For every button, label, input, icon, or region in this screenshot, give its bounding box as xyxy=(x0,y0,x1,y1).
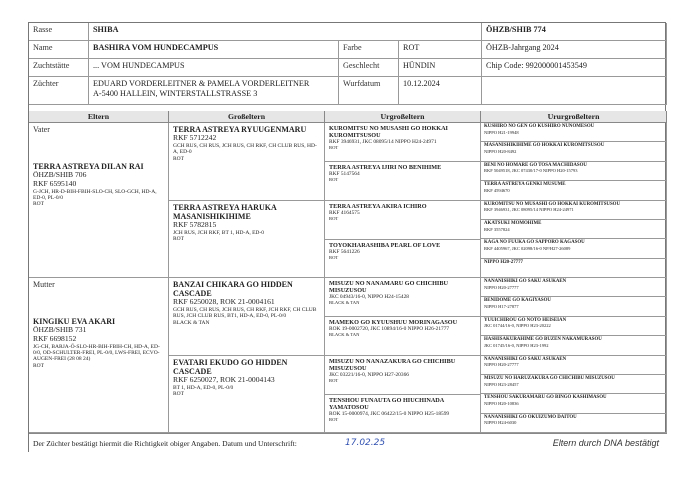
gggp-cell xyxy=(481,220,667,239)
grandparent-3 xyxy=(169,278,325,356)
grandparent-reg: RKF 5782815 xyxy=(173,220,217,230)
gggp-cell xyxy=(481,239,667,258)
farbe-value: ROT xyxy=(399,41,482,59)
grandparent-titles: GCH RUS, CH RUS, JCH RUS, CH RKF, JCH RKF, CH CLUB RUS, JCH CLUB RUS, BT1, HD-A, ED-0, PL-0/0 xyxy=(173,307,317,320)
wurfdatum-label: Wurfdatum xyxy=(339,77,399,105)
col-ururgrosseltern: Ururgroßeltern xyxy=(481,111,667,123)
gggp-reg: NIPPO H20-27777 xyxy=(484,362,519,368)
gggp-reg: JKC 01745/16-0, NIPPO H23-1992 xyxy=(484,342,549,348)
gggp-reg: NIPPO H20-10836 xyxy=(484,400,519,406)
ggp-name: TOYOKHARASHIBA PEARL OF LOVE xyxy=(329,242,441,249)
gggp-cell xyxy=(481,317,667,336)
ggp-reg: JKC 03221/16-0, NIPPO H27-20366 xyxy=(329,372,409,379)
rasse-value: SHIBA xyxy=(89,23,482,41)
ggp-color: ROT xyxy=(329,177,339,183)
footer-confirmation: Der Züchter bestätigt hiermit die Richtigkeit obiger Angaben. Datum und Unterschrift: xyxy=(29,433,667,453)
gggp-cell xyxy=(481,162,667,181)
grandparent-titles: GCH RUS, CH RUS, JCH RUS, CH RKF, CH CLUB RUS, HD-A, ED-0 xyxy=(173,142,317,156)
vater-reg1: ÖHZB/SHIB 706 xyxy=(33,170,87,180)
ggp-name: MISUZU NO NANAMARU GO CHICHIBU MISUZUSOU xyxy=(329,280,448,295)
zuechter-line1: EDUARD VORDERLEITNER & PAMELA VORDERLEITNER xyxy=(93,79,310,88)
grandparent-name: BANZAI CHIKARA GO HIDDEN CASCADE xyxy=(173,280,293,299)
mutter-name: KINGIKU EVA AKARI xyxy=(33,317,116,327)
zuchtstaette-value: ... VOM HUNDECAMPUS xyxy=(89,59,339,77)
gggp-name: YUUICHIROU GO NOTO HEISEIAN xyxy=(484,317,567,323)
gggp-cell xyxy=(481,414,667,433)
gggp-name: BENI NO HOMARE GO TOSA MACHIDASOU xyxy=(484,162,587,168)
gggp-reg: NIPPO H24-6030 xyxy=(484,420,517,426)
gggp-name: KAGA NO FUUKA GO SAPPORO KAGASOU xyxy=(484,240,585,246)
grandparent-name: TERRA ASTREYA HARUKA MASANISHIKIHIME xyxy=(173,203,277,222)
gggp-reg: NIPPO H17-27877 xyxy=(484,304,519,310)
gggp-name: MASANISHIKIHIME GO HOKKAI KUROMITSUSOU xyxy=(484,143,605,149)
gggp-cell xyxy=(481,336,667,355)
gggp-cell xyxy=(481,297,667,316)
gggp-reg: RKF 3946931, JKC 08095/14 NIPPO H24-24971 xyxy=(484,207,574,213)
gggp-name: BENIDOME GO KAGIYASOU xyxy=(484,298,551,304)
gggp-name: KUSHIRO NO GEN GO KUSHIRO NUNOMESOU xyxy=(484,124,595,129)
col-urgrosseltern: Urgroßeltern xyxy=(325,111,481,123)
col-grosseltern: Großeltern xyxy=(169,111,325,123)
great-grandparent-6 xyxy=(325,317,481,356)
gggp-cell xyxy=(481,142,667,161)
gggp-reg: JKC 01744/16-0, NIPPO H23-20222 xyxy=(484,323,551,329)
parent-mutter xyxy=(29,278,169,433)
ggp-reg: RKF 4164575 xyxy=(329,210,360,217)
gggp-cell xyxy=(481,181,667,200)
mutter-reg2: RKF 6698152 xyxy=(33,334,77,344)
grandparent-4 xyxy=(169,356,325,433)
gggp-cell xyxy=(481,278,667,297)
ggp-name: TENSHOU FUNAUTA GO HIUCHINADA YAMATOSOU xyxy=(329,397,444,412)
grandparent-color: ROT xyxy=(173,391,184,398)
grandparent-titles: BT 1, HD-A, ED-0, PL-0/0 xyxy=(173,385,234,392)
ggp-reg: RKF 5641226 xyxy=(329,249,360,256)
gggp-reg: NIPPO H23-28457 xyxy=(484,381,519,387)
ggp-color: ROT xyxy=(329,145,339,151)
gggp-cell xyxy=(481,375,667,394)
wurfdatum-value: 10.12.2024 xyxy=(399,77,482,105)
zuechter-label: Züchter xyxy=(29,77,89,105)
great-grandparent-2 xyxy=(325,162,481,201)
ggp-reg: RKF 3946931, JKC 08095/14 NIPPO H24-24971 xyxy=(329,139,437,146)
grandparent-name: EVATARI EKUDO GO HIDDEN CASCADE xyxy=(173,358,288,377)
geschlecht-label: Geschlecht xyxy=(339,59,399,77)
geschlecht-value: HÜNDIN xyxy=(399,59,482,77)
ggp-reg: RKF 5147564 xyxy=(329,171,360,178)
gggp-reg: NIPPO H21-19948 xyxy=(484,129,519,135)
great-grandparent-4 xyxy=(325,240,481,278)
dna-confirmation: Eltern durch DNA bestätigt xyxy=(552,438,659,448)
ggp-name: KUROMITSU NO MUSASHI GO HOKKAI KUROMITSUSOU xyxy=(329,125,448,140)
mutter-color: ROT xyxy=(33,362,44,369)
parent-vater xyxy=(29,123,169,278)
ggp-name: TERRA ASTREYA IJIRI NO BENIHIME xyxy=(329,164,442,171)
rasse-label: Rasse xyxy=(29,23,89,41)
vater-color: ROT xyxy=(33,201,44,208)
jahrgang: ÖHZB-Jahrgang 2024 xyxy=(482,41,667,59)
gggp-reg: RKF 5049518, JKC 07430/17-0 NIPPO H20-15793 xyxy=(484,168,578,174)
great-grandparent-5 xyxy=(325,278,481,317)
gggp-name: TENSHOU SAKURAMARU GO BINGO KASHIMASOU xyxy=(484,395,607,401)
gggp-cell xyxy=(481,394,667,413)
gggp-cell xyxy=(481,356,667,375)
great-grandparent-1 xyxy=(325,123,481,162)
ggp-color: ROT xyxy=(329,216,339,222)
gggp-name: NANANISHIKI GO SAKU ASUKAEN xyxy=(484,356,567,362)
grandparent-color: ROT xyxy=(173,236,184,243)
grandparent-reg: RKF 6250028, ROK 21-0004161 xyxy=(173,297,275,307)
col-eltern: Eltern xyxy=(29,111,169,123)
gggp-reg: NIPPO H20-27777 xyxy=(484,284,519,290)
grandparent-color: ROT xyxy=(173,155,184,162)
header-blank xyxy=(482,77,667,105)
gggp-name: MISUZU NO HARUZAKURA GO CHICHIBU MISUZUSOU xyxy=(484,375,615,381)
grandparent-color: BLACK & TAN xyxy=(173,319,210,326)
farbe-label: Farbe xyxy=(339,41,399,59)
gggp-name: HASHISAKURAHIME GO BUZEN NAKAMURASOU xyxy=(484,337,602,343)
gggp-name: TERRA ASTREYA GENKI MUSUME xyxy=(484,182,566,188)
great-grandparent-8 xyxy=(325,395,481,433)
ggp-color: ROT xyxy=(329,417,339,423)
grandparent-name: TERRA ASTREYA RYUUGENMARU xyxy=(173,125,307,134)
gggp-name: NIPPO H20-27777 xyxy=(484,259,523,265)
ggp-reg: JKC 04943/16-0, NIPPO H24-15428 xyxy=(329,294,409,301)
zuechter-value xyxy=(89,77,339,105)
ggp-name: MISUZU NO NANAZAKURA GO CHICHIBU MISUZUSOU xyxy=(329,358,456,373)
gggp-cell xyxy=(481,201,667,220)
grandparent-reg: RKF 6250027, ROK 21-0004143 xyxy=(173,375,275,385)
vater-name: TERRA ASTREYA DILAN RAI xyxy=(33,162,144,172)
ggp-name: TERRA ASTREYA AKIRA ICHIRO xyxy=(329,203,427,210)
gggp-cell xyxy=(481,259,667,278)
oezb-number: ÖHZB/SHIB 774 xyxy=(482,23,667,41)
great-grandparent-3 xyxy=(325,201,481,240)
mutter-reg1: ÖHZB/SHIB 731 xyxy=(33,325,87,335)
vater-titles: G-JCH, HR-D-BIH-FBIH-SLO-CH, SLO-GCH, HD-A, ED-0, PL-0/0 xyxy=(33,188,157,202)
gggp-reg: RKF 4594670 xyxy=(484,187,510,193)
vater-reg2: RKF 6595140 xyxy=(33,179,77,189)
vater-role: Vater xyxy=(33,125,50,134)
ggp-reg: ROK 15-0000974, JKC 06422/15-0 NIPPO H25-18599 xyxy=(329,411,450,418)
gggp-name: AKATSUKI MOMOHIME xyxy=(484,220,542,226)
ggp-reg: ROK 19-0002720, JKC 10894/16-0 NIPPO H26-21777 xyxy=(329,326,450,333)
gggp-reg: RKF 3557824 xyxy=(484,226,510,232)
grandparent-reg: RKF 5712242 xyxy=(173,133,217,143)
ggp-name: MAMEKO GO KYUUSHUU MORINAGASOU xyxy=(329,319,458,326)
grandparent-2 xyxy=(169,201,325,278)
name-label: Name xyxy=(29,41,89,59)
zuechter-line2: A-5400 HALLEIN, WINTERSTALLSTRASSE 3 xyxy=(93,88,258,98)
ggp-color: BLACK & TAN xyxy=(329,332,360,338)
ggp-color: BLACK & TAN xyxy=(329,300,360,306)
gggp-name: KUROMITSU NO MUSASHI GO HOKKAI KUROMITSUSOU xyxy=(484,201,621,207)
signature-date: 17.02.25 xyxy=(345,438,386,448)
gggp-cell xyxy=(481,123,667,142)
grandparent-titles: JCH RUS, JCH RKF, BT 1, HD-A, ED-0 xyxy=(173,230,264,237)
ggp-color: ROT xyxy=(329,378,339,384)
gggp-reg: NIPPO H20-8492 xyxy=(484,149,517,155)
gggp-reg: RKF 4405967, JKC 02098/16-0 NP/H27-26089 xyxy=(484,245,571,251)
mutter-role: Mutter xyxy=(33,280,55,289)
chip-code: Chip Code: 992000001453549 xyxy=(482,59,667,77)
great-grandparent-7 xyxy=(325,356,481,395)
mutter-titles: JG-CH, BARJA-Ö-SLO-HR-BIH-FBIH-CH, HD-A, ED-0/0, OD-SCHULTER-FREI, PL-0/0, LWS-FREI, ECVO-AUGEN-FREI (28 08 24) xyxy=(33,343,160,363)
gggp-name: NANANISHIKI GO OKUIZUMO DAITOU xyxy=(484,414,577,420)
pedigree-certificate xyxy=(28,22,666,452)
ggp-color: ROT xyxy=(329,255,339,261)
name-value: BASHIRA VOM HUNDECAMPUS xyxy=(89,41,339,59)
grandparent-1 xyxy=(169,123,325,201)
gggp-name: NANANISHIKI GO SAKU ASUKAEN xyxy=(484,279,567,284)
zuchtstaette-label: Zuchtstätte xyxy=(29,59,89,77)
